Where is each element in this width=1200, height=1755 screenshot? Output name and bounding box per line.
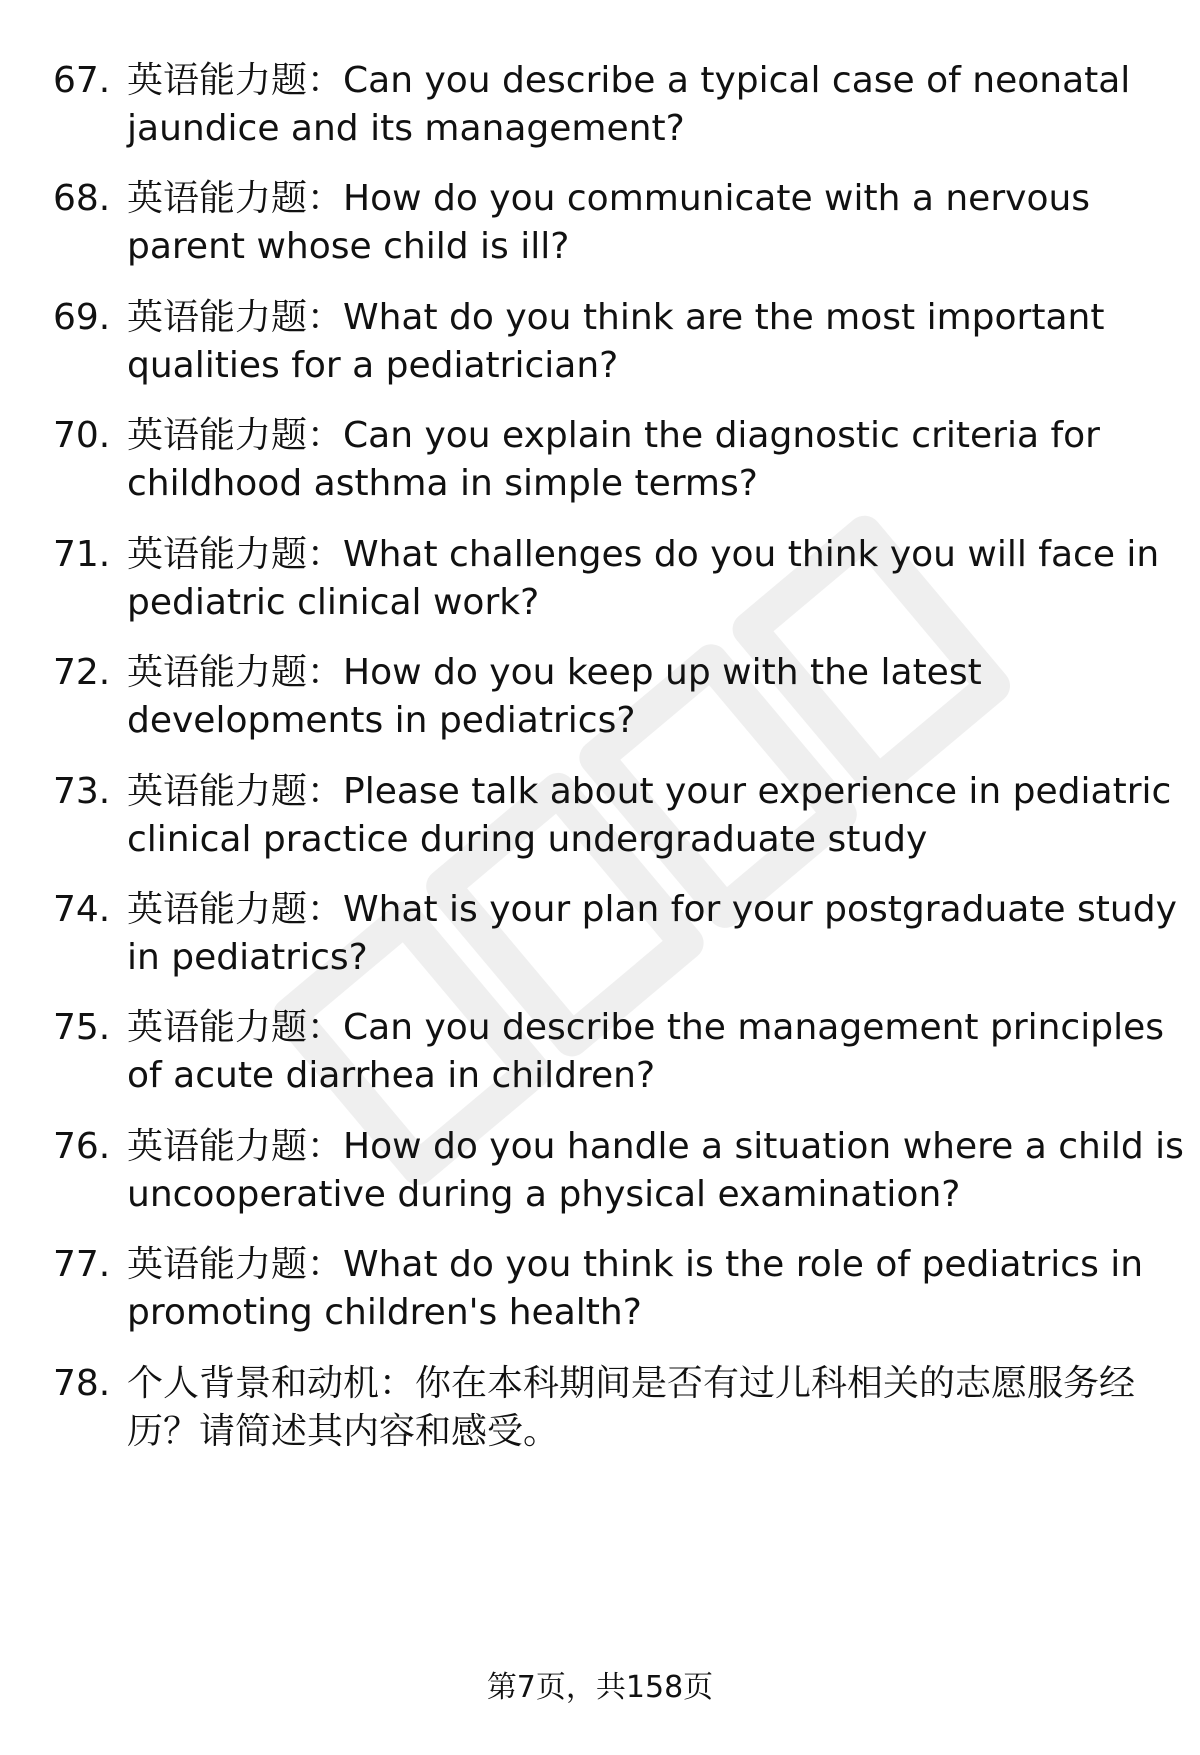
question-line: uncooperative during a physical examination? [127,1174,961,1215]
question-number: 78. [53,1363,111,1404]
question-text [127,886,1200,982]
question-text [127,57,1200,153]
question-line: 英语能力题：How do you keep up with the latest [127,652,982,693]
question-item [53,649,1163,759]
question-line: 英语能力题：Can you describe the management principles [127,1007,1164,1048]
question-number: 72. [53,652,111,693]
question-text [127,768,1200,864]
question-line: pediatric clinical work? [127,582,540,623]
question-text [127,1241,1200,1337]
question-text [127,1004,1200,1100]
question-line: 英语能力题：What challenges do you think you will face in [127,534,1160,575]
question-text [127,294,1200,390]
question-line: of acute diarrhea in children? [127,1055,656,1096]
question-line: 英语能力题：What do you think are the most important [127,297,1105,338]
question-line: 英语能力题：Can you describe a typical case of neonatal [127,60,1131,101]
question-text [127,175,1200,271]
question-number: 73. [53,771,111,812]
question-number: 77. [53,1244,111,1285]
question-line: 英语能力题：How do you handle a situation where a child is [127,1126,1184,1167]
question-number: 68. [53,178,111,219]
question-text [127,1360,1200,1456]
question-text [127,649,1200,745]
question-number: 69. [53,297,111,338]
question-number: 74. [53,889,111,930]
question-item [53,1004,1163,1114]
question-line: 英语能力题：What do you think is the role of pediatrics in [127,1244,1144,1285]
question-item [53,1241,1163,1351]
question-line: 历？请简述其内容和感受。 [127,1411,560,1452]
question-number: 71. [53,534,111,575]
question-line: clinical practice during undergraduate study [127,819,928,860]
question-item [53,886,1177,996]
question-text [127,412,1200,508]
question-item [53,1360,1163,1470]
question-line: jaundice and its management? [127,108,685,149]
question-item [53,57,1163,167]
page-footer: 第7页，共158页 [486,1670,714,1705]
question-line: 英语能力题：What is your plan for your postgraduate study [127,889,1177,930]
question-line: 个人背景和动机：你在本科期间是否有过儿科相关的志愿服务经 [127,1363,1136,1404]
question-text [127,1123,1200,1219]
question-number: 75. [53,1007,111,1048]
question-item [53,768,1172,878]
question-line: qualities for a pediatrician? [127,345,619,386]
question-item [53,531,1163,641]
question-item [53,294,1163,404]
question-number: 76. [53,1126,111,1167]
question-number: 70. [53,415,111,456]
question-line: 英语能力题：Please talk about your experience in pediatric [127,771,1172,812]
question-item [53,412,1163,522]
question-line: parent whose child is ill? [127,226,570,267]
question-line: childhood asthma in simple terms? [127,463,758,504]
question-line: developments in pediatrics? [127,700,636,741]
question-item [53,175,1163,285]
question-line: 英语能力题：Can you explain the diagnostic criteria for [127,415,1100,456]
question-line: 英语能力题：How do you communicate with a nervous [127,178,1091,219]
question-line: in pediatrics? [127,937,368,978]
question-text [127,531,1200,627]
question-line: promoting children's health? [127,1292,642,1333]
question-number: 67. [53,60,111,101]
question-item [53,1123,1184,1233]
